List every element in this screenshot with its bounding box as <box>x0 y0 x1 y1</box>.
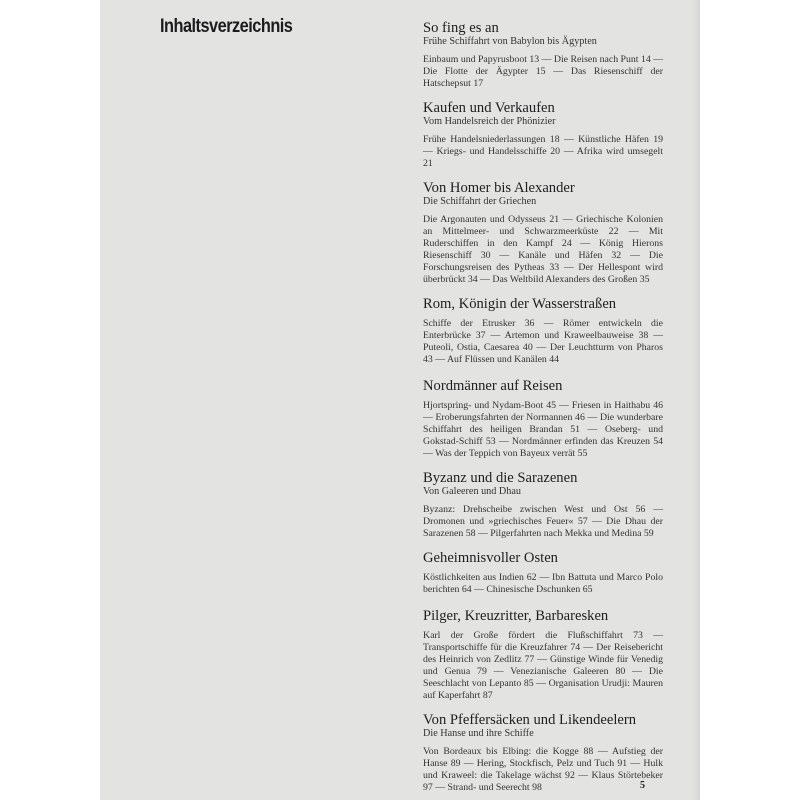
section-title: Byzanz und die Sarazenen <box>423 470 578 486</box>
section-title: Geheimnisvoller Osten <box>423 550 558 566</box>
section-entries: Köstlichkeiten aus Indien 62 — Ibn Battuta und Marco Polo berichten 64 — Chinesische Dschunken 65 <box>423 572 663 595</box>
toc-section <box>423 378 663 460</box>
book-page <box>100 0 700 800</box>
section-subtitle: Vom Handelsreich der Phönizier <box>423 116 556 127</box>
section-entries: Einbaum und Papyrusboot 13 — Die Reisen nach Punt 14 — Die Flotte der Ägypter 15 — Das Riesenschiff der Hatschepsut 17 <box>423 54 663 89</box>
toc-section <box>423 296 663 366</box>
section-subtitle: Frühe Schiffahrt von Babylon bis Ägypten <box>423 36 597 47</box>
section-title: Kaufen und Verkaufen <box>423 100 555 116</box>
section-subtitle: Die Hanse und ihre Schiffe <box>423 728 534 739</box>
toc-section <box>423 470 663 540</box>
section-title: Von Pfeffersäcken und Likendeelern <box>423 712 637 728</box>
page-number: 5 <box>640 780 645 791</box>
toc-section <box>423 608 663 702</box>
toc-section <box>423 550 663 596</box>
section-title: Rom, Königin der Wasserstraßen <box>423 296 617 312</box>
section-entries: Byzanz: Drehscheibe zwischen West und Ost 56 — Dromonen und »griechisches Feuer« 57 — Die Dhau der Sarazenen 58 — Pilgerfahrten nach Mekka und Medina 59 <box>423 504 663 539</box>
toc-section <box>423 100 663 170</box>
section-entries: Schiffe der Etrusker 36 — Römer entwickeln die Enterbrücke 37 — Artemon und Kraweelbauweise 38 — Puteoli, Ostia, Caesarea 40 — Der Leuchtturm von Pharos 43 — Auf Flüssen und Kanälen 44 <box>423 318 663 365</box>
section-entries: Die Argonauten und Odysseus 21 — Griechische Kolonien an Mittelmeer- und Schwarzmeerküste 22 — Mit Ruderschiffen in den Kampf 24 — König Hierons Riesenschiff 30 — Kanäle und Häfen 32 — Die Forschungsreisen des Pytheas 33 — Der Hellespont wird überbrückt 34 — Das Weltbild Alexanders des Großen 35 <box>423 214 663 285</box>
section-entries: Frühe Handelsniederlassungen 18 — Künstliche Häfen 19 — Kriegs- und Handelsschiffe 20 — Afrika wird umsegelt 21 <box>423 134 663 169</box>
toc-heading: Inhaltsverzeichnis <box>160 16 293 37</box>
section-entries: Karl der Große fördert die Flußschiffahrt 73 — Transportschiffe für die Kreuzfahrer 74 — Der Reisebericht des Heinrich von Zedlitz 77 — Günstige Winde für Venedig und Genua 79 — Venezianische Galeeren 80 — Die Seeschlacht von Lepanto 85 — Organisation Urudji: Mauren auf Kaperfahrt 87 <box>423 630 663 701</box>
section-title: Nordmänner auf Reisen <box>423 378 563 394</box>
section-title: So fing es an <box>423 20 499 36</box>
toc-section <box>423 712 663 794</box>
toc-section <box>423 20 663 90</box>
section-entries: Von Bordeaux bis Elbing: die Kogge 88 — Aufstieg der Hanse 89 — Hering, Stockfisch, Pelz und Tuch 91 — Hulk und Kraweel: die Takelage wächst 92 — Klaus Störtebeker 97 — Strand- und Seerecht 98 <box>423 746 663 793</box>
section-title: Von Homer bis Alexander <box>423 180 575 196</box>
toc-section <box>423 180 663 286</box>
table-of-contents <box>423 20 663 794</box>
section-subtitle: Die Schiffahrt der Griechen <box>423 196 537 207</box>
section-subtitle: Von Galeeren und Dhau <box>423 486 521 497</box>
section-title: Pilger, Kreuzritter, Barbaresken <box>423 608 609 624</box>
section-entries: Hjortspring- und Nydam-Boot 45 — Friesen in Haithabu 46 — Eroberungsfahrten der Normannen 46 — Die wunderbare Schiffahrt des heiligen Brandan 51 — Oseberg- und Gokstad-Schiff 53 — Nordmänner erfinden das Kreuzen 54 — Was der Teppich von Bayeux verrät 55 <box>423 400 663 459</box>
